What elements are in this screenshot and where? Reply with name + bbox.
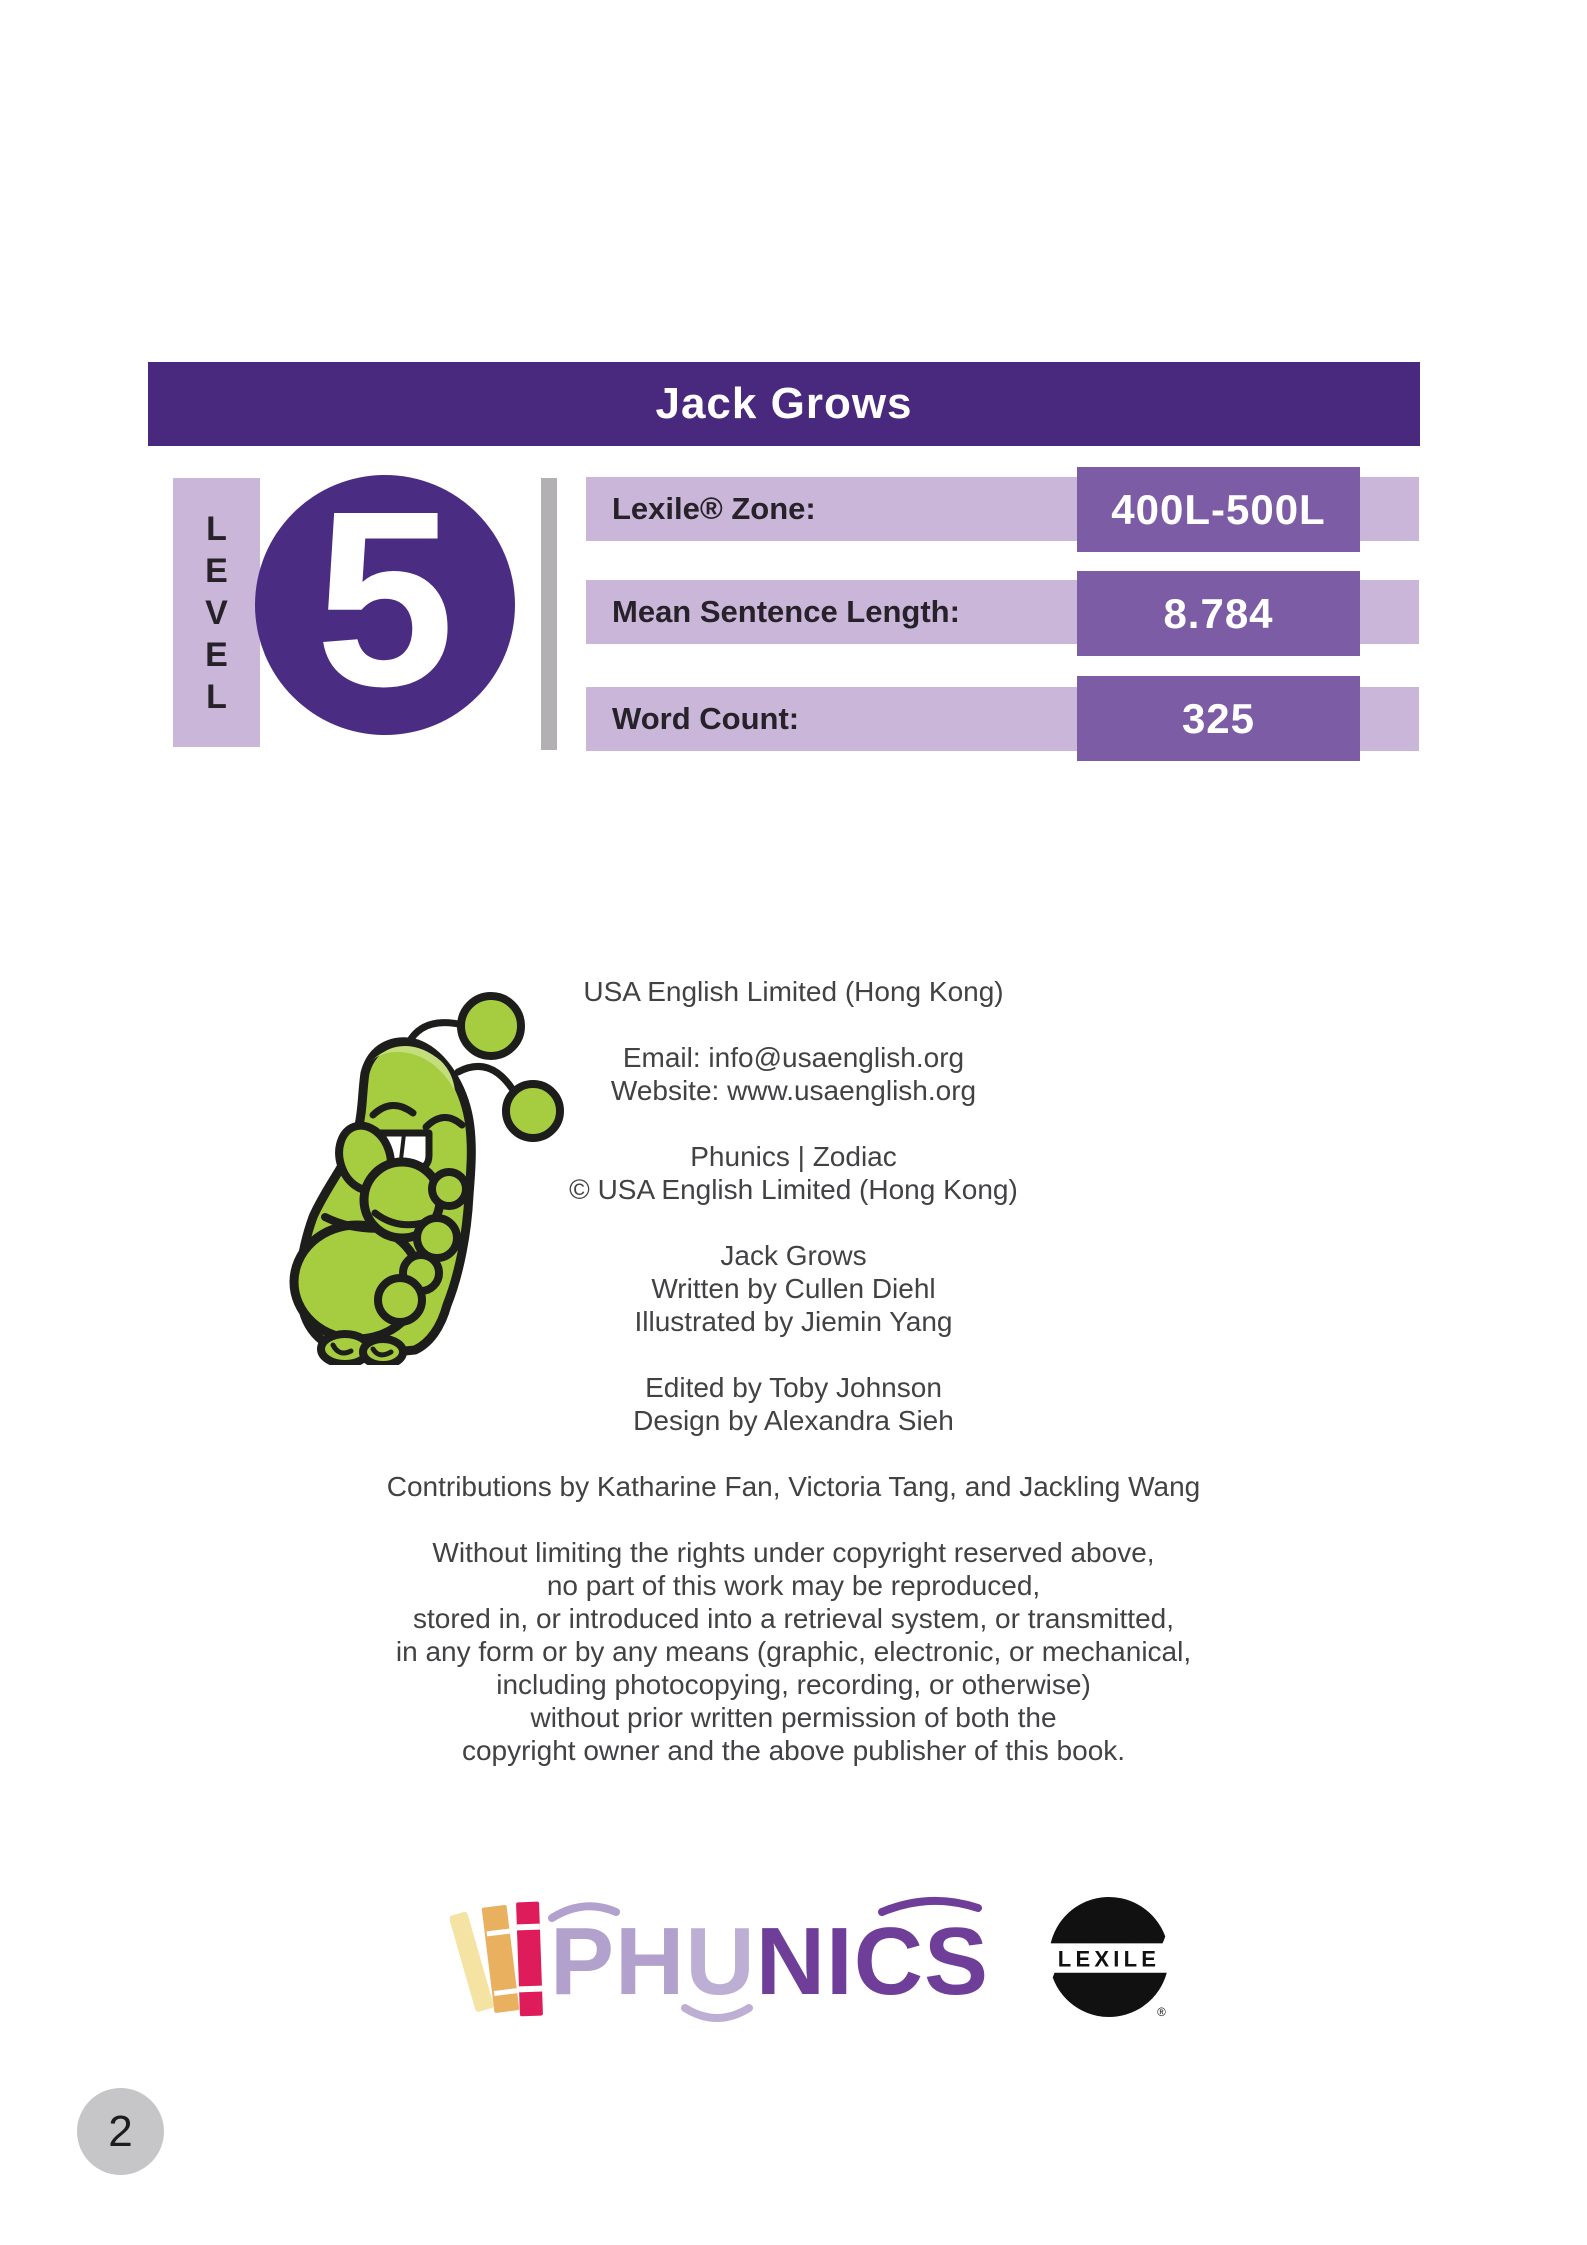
rights-line: in any form or by any means (graphic, electronic, or mechanical,	[395, 1636, 1192, 1667]
design-by: Design by Alexandra Sieh	[633, 1405, 954, 1436]
contributions-group	[0, 1470, 1587, 1503]
stat-value-mean-sentence-length: 8.784	[1077, 571, 1360, 656]
contributions: Contributions by Katharine Fan, Victoria Tang, and Jackling Wang	[386, 1471, 1201, 1502]
series-group	[0, 1140, 1587, 1206]
level-letter: E	[205, 551, 228, 590]
level-letter: L	[206, 509, 227, 548]
publisher-name-group	[0, 975, 1587, 1008]
level-letter: V	[205, 593, 228, 632]
divider-bar	[541, 478, 557, 750]
written-by: Written by Cullen Diehl	[651, 1273, 936, 1304]
lexile-logo	[1046, 1894, 1172, 2020]
stat-label: Lexile® Zone:	[612, 491, 816, 526]
book-spines-icon	[450, 1902, 543, 2017]
rights-line: without prior written permission of both the	[530, 1702, 1057, 1733]
contact-group	[0, 1041, 1587, 1107]
phunics-wordmark: PHUNICS	[550, 1908, 990, 2015]
book-credits-group	[0, 1239, 1587, 1338]
publisher-email: Email: info@usaenglish.org	[622, 1042, 965, 1073]
publisher-name: USA English Limited (Hong Kong)	[583, 976, 1004, 1007]
level-label-badge	[173, 478, 260, 747]
stat-label: Mean Sentence Length:	[612, 594, 960, 629]
phunics-logo	[450, 1878, 995, 2030]
rights-line: including photocopying, recording, or otherwise)	[496, 1669, 1091, 1700]
page-number-badge	[77, 2088, 164, 2175]
rights-line: stored in, or introduced into a retrieval system, or transmitted,	[413, 1603, 1174, 1634]
rights-line: no part of this work may be reproduced,	[546, 1570, 1041, 1601]
level-number-circle	[255, 459, 515, 738]
stat-label: Word Count:	[612, 701, 800, 736]
rights-line: copyright owner and the above publisher of this book.	[461, 1735, 1126, 1766]
book-title: Jack Grows	[655, 379, 913, 428]
illustrated-by: Illustrated by Jiemin Yang	[634, 1306, 953, 1337]
lexile-wordmark: LEXILE	[1057, 1946, 1161, 1972]
edited-by: Edited by Toby Johnson	[645, 1372, 942, 1403]
title-bar	[148, 362, 1420, 446]
book-title-line: Jack Grows	[720, 1240, 867, 1271]
credits-block	[0, 975, 1587, 1800]
registered-mark: ®	[1157, 2006, 1166, 2019]
rights-notice	[0, 1536, 1587, 1767]
level-letter: L	[206, 677, 227, 716]
level-letter: E	[205, 635, 228, 674]
stat-value-word-count: 325	[1077, 676, 1360, 761]
rights-line: Without limiting the rights under copyright reserved above,	[432, 1537, 1155, 1568]
stat-value-lexile-zone: 400L-500L	[1077, 467, 1360, 552]
publisher-copyright: © USA English Limited (Hong Kong)	[569, 1174, 1018, 1205]
level-number: 5	[315, 459, 455, 738]
page-number: 2	[108, 2106, 133, 2156]
publisher-website: Website: www.usaenglish.org	[610, 1075, 977, 1106]
staff-credits-group	[0, 1371, 1587, 1437]
series-line: Phunics | Zodiac	[690, 1141, 897, 1172]
